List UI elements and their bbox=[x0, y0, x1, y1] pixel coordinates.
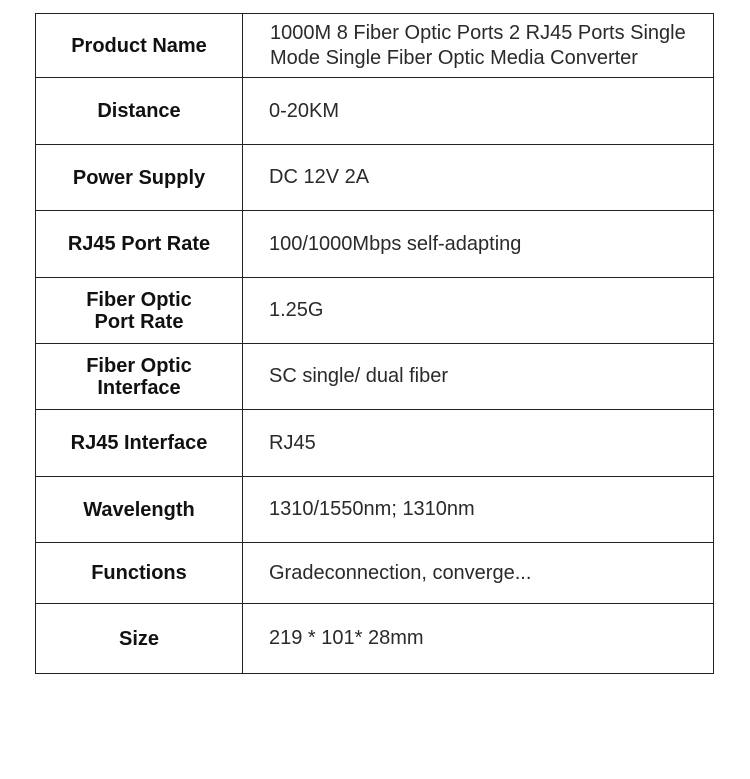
value-rj45-port-rate: 100/1000Mbps self-adapting bbox=[243, 211, 714, 278]
value-fiber-optic-port-rate: 1.25G bbox=[243, 278, 714, 344]
label-wavelength: Wavelength bbox=[36, 477, 243, 543]
table-row-power-supply bbox=[36, 145, 714, 211]
specification-table bbox=[35, 13, 714, 674]
table-row-size bbox=[36, 604, 714, 674]
label-functions: Functions bbox=[36, 543, 243, 604]
value-functions: Gradeconnection, converge... bbox=[243, 543, 714, 604]
table-row-wavelength bbox=[36, 477, 714, 543]
table-row-product-name bbox=[36, 14, 714, 78]
value-rj45-interface: RJ45 bbox=[243, 410, 714, 477]
table-row-rj45-port-rate bbox=[36, 211, 714, 278]
table-row-functions bbox=[36, 543, 714, 604]
value-product-name: 1000M 8 Fiber Optic Ports 2 RJ45 Ports Single Mode Single Fiber Optic Media Converter bbox=[243, 14, 714, 78]
value-size: 219 * 101* 28mm bbox=[243, 604, 714, 674]
label-rj45-port-rate: RJ45 Port Rate bbox=[36, 211, 243, 278]
table-row-distance bbox=[36, 78, 714, 145]
label-fiber-optic-port-rate: Fiber Optic Port Rate bbox=[36, 278, 243, 344]
table-row-fiber-optic-port-rate bbox=[36, 278, 714, 344]
label-fiber-optic-interface: Fiber Optic Interface bbox=[36, 344, 243, 410]
label-size: Size bbox=[36, 604, 243, 674]
table-row-rj45-interface bbox=[36, 410, 714, 477]
label-product-name: Product Name bbox=[36, 14, 243, 78]
value-distance: 0-20KM bbox=[243, 78, 714, 145]
value-wavelength: 1310/1550nm; 1310nm bbox=[243, 477, 714, 543]
label-distance: Distance bbox=[36, 78, 243, 145]
value-fiber-optic-interface: SC single/ dual fiber bbox=[243, 344, 714, 410]
table-row-fiber-optic-interface bbox=[36, 344, 714, 410]
label-power-supply: Power Supply bbox=[36, 145, 243, 211]
value-power-supply: DC 12V 2A bbox=[243, 145, 714, 211]
label-rj45-interface: RJ45 Interface bbox=[36, 410, 243, 477]
